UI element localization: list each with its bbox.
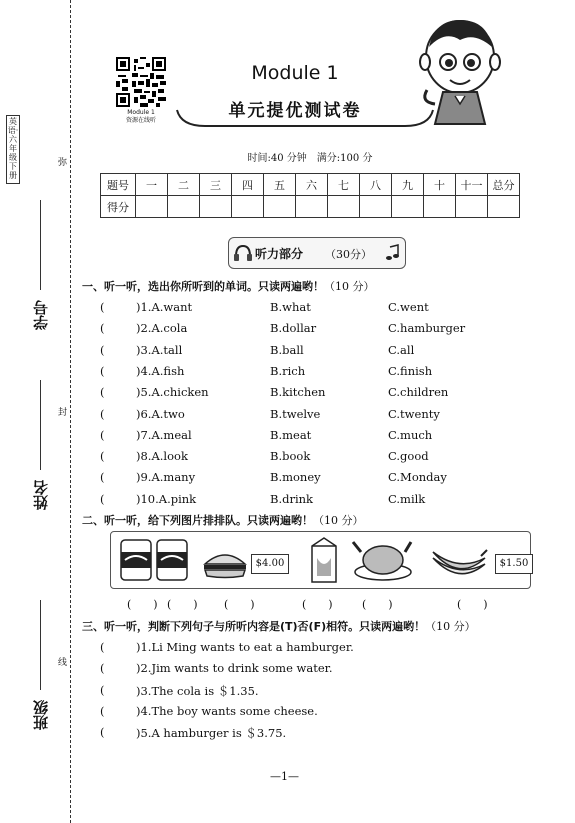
table-cell: 十 xyxy=(424,174,456,196)
time-score-info: 时间:40 分钟 满分:100 分 xyxy=(247,153,373,164)
price-tag: $1.50 xyxy=(495,554,533,574)
score-cell[interactable] xyxy=(264,196,296,218)
score-cell[interactable] xyxy=(488,196,520,218)
bananas-image xyxy=(429,542,489,582)
answer-paren[interactable]: ( xyxy=(100,385,105,400)
answer-paren[interactable]: ( xyxy=(100,682,105,697)
option-b: B.meat xyxy=(270,427,312,442)
question-row xyxy=(100,343,560,359)
option-c: C.all xyxy=(388,342,415,357)
option-a: )8.A.look xyxy=(136,449,188,464)
answer-bracket[interactable]: ( ) xyxy=(302,598,333,611)
qr-caption: Module 1 资源在线听 xyxy=(125,109,156,124)
table-cell: 一 xyxy=(136,174,168,196)
answer-paren[interactable]: ( xyxy=(100,449,105,464)
score-cell[interactable] xyxy=(456,196,488,218)
book-tag: 英语·六年级下册 xyxy=(6,115,20,184)
option-b: B.rich xyxy=(270,363,306,378)
answer-bracket[interactable]: ( ) xyxy=(362,598,393,611)
option-c: C.twenty xyxy=(388,406,440,421)
answer-paren[interactable]: ( xyxy=(100,321,105,336)
answer-paren[interactable]: ( xyxy=(100,725,105,740)
section2-heading: 二、听一听，给下列图片排排队。只读两遍哟！（10 分） xyxy=(82,514,364,527)
option-a: )7.A.meal xyxy=(136,427,192,442)
statement: )2.Jim wants to drink some water. xyxy=(136,661,333,676)
module-title: Module 1 xyxy=(251,62,339,84)
unit-title: 单元提优测试卷 xyxy=(228,101,362,121)
field-number-line xyxy=(40,200,41,290)
answer-paren[interactable]: ( xyxy=(100,491,105,506)
question-row xyxy=(100,321,560,337)
answer-bracket[interactable]: ( ) xyxy=(457,598,488,611)
answer-paren[interactable]: ( xyxy=(100,470,105,485)
option-b: B.ball xyxy=(270,342,304,357)
option-b: B.what xyxy=(270,300,311,314)
answer-paren[interactable]: ( xyxy=(100,661,105,676)
banner-title: 听力部分 xyxy=(255,247,304,261)
answer-paren[interactable]: ( xyxy=(100,363,105,378)
page-number: —1— xyxy=(270,770,299,783)
statement: )4.The boy wants some cheese. xyxy=(136,703,318,718)
option-b: B.money xyxy=(270,470,321,485)
milk-carton-image xyxy=(307,536,341,584)
qr-code xyxy=(116,57,166,107)
pictures-box xyxy=(110,531,531,589)
cut-line xyxy=(70,0,71,823)
answer-bracket[interactable]: ( ) xyxy=(127,598,158,611)
score-cell[interactable] xyxy=(392,196,424,218)
option-c: C.good xyxy=(388,449,429,464)
field-class-label: 班级 xyxy=(32,700,50,730)
price-tag: $4.00 xyxy=(251,554,289,574)
music-note-icon xyxy=(385,244,401,262)
question-row xyxy=(100,364,560,380)
table-cell: 得分 xyxy=(101,196,136,218)
statement: )3.The cola is ＄1.35. xyxy=(136,683,259,698)
question-row xyxy=(100,385,560,401)
answer-paren[interactable]: ( xyxy=(100,703,105,718)
option-b: B.book xyxy=(270,449,311,464)
cut-char: 封 xyxy=(58,408,68,418)
table-cell: 四 xyxy=(232,174,264,196)
option-b: B.kitchen xyxy=(270,385,326,400)
option-b: B.dollar xyxy=(270,321,317,336)
table-cell: 题号 xyxy=(101,174,136,196)
table-row xyxy=(101,174,520,196)
option-a: )1.A.want xyxy=(136,300,193,314)
option-c: C.hamburger xyxy=(388,321,466,336)
option-a: )2.A.cola xyxy=(136,321,188,336)
option-b: B.drink xyxy=(270,491,314,506)
score-cell[interactable] xyxy=(328,196,360,218)
question-row xyxy=(100,492,560,508)
listening-banner xyxy=(228,237,406,269)
table-cell: 十一 xyxy=(456,174,488,196)
question-row xyxy=(100,407,560,423)
score-cell[interactable] xyxy=(232,196,264,218)
section1-heading: 一、听一听，选出你所听到的单词。只读两遍哟！（10 分） xyxy=(82,280,375,293)
option-c: C.much xyxy=(388,427,433,442)
table-cell: 二 xyxy=(168,174,200,196)
field-class-line xyxy=(40,600,41,690)
answer-paren[interactable]: ( xyxy=(100,406,105,421)
table-cell: 总分 xyxy=(488,174,520,196)
title-underline xyxy=(175,108,435,128)
section3-heading: 三、听一听，判断下列句子与所听内容是(T)否(F)相符。只读两遍哟！（10 分） xyxy=(82,620,476,633)
score-cell[interactable] xyxy=(360,196,392,218)
question-row xyxy=(100,449,560,465)
table-cell: 六 xyxy=(296,174,328,196)
score-cell[interactable] xyxy=(168,196,200,218)
field-name-label: 姓名 xyxy=(32,480,50,510)
option-c: C.milk xyxy=(388,491,426,506)
option-c: C.Monday xyxy=(388,470,447,485)
hamburger-image xyxy=(201,550,249,580)
table-cell: 三 xyxy=(200,174,232,196)
option-a: )3.A.tall xyxy=(136,342,183,357)
question-row xyxy=(100,428,560,444)
option-a: )4.A.fish xyxy=(136,363,185,378)
field-name-line xyxy=(40,380,41,470)
table-cell: 七 xyxy=(328,174,360,196)
answer-bracket[interactable]: ( ) xyxy=(167,598,198,611)
statement: )5.A hamburger is ＄3.75. xyxy=(136,726,287,741)
field-number-label: 学号 xyxy=(32,300,50,330)
table-cell: 九 xyxy=(392,174,424,196)
table-cell: 五 xyxy=(264,174,296,196)
option-a: )5.A.chicken xyxy=(136,385,209,400)
score-table xyxy=(100,173,520,218)
table-row xyxy=(101,196,520,218)
answer-paren[interactable]: ( xyxy=(100,300,105,314)
cut-char: 弥 xyxy=(58,158,68,168)
answer-paren[interactable]: ( xyxy=(100,342,105,357)
table-cell: 八 xyxy=(360,174,392,196)
question-row xyxy=(100,300,560,316)
answer-bracket[interactable]: ( ) xyxy=(224,598,255,611)
option-c: C.finish xyxy=(388,363,433,378)
headphones-icon xyxy=(233,243,253,263)
option-a: )6.A.two xyxy=(136,406,185,421)
banner-points: （30分） xyxy=(325,248,372,261)
option-c: C.children xyxy=(388,385,449,400)
option-a: )10.A.pink xyxy=(136,491,197,506)
cut-char: 线 xyxy=(58,658,68,668)
statement: )1.Li Ming wants to eat a hamburger. xyxy=(136,640,354,654)
question-row xyxy=(100,470,560,486)
answer-paren[interactable]: ( xyxy=(100,427,105,442)
mascot-illustration xyxy=(415,12,505,127)
answer-paren[interactable]: ( xyxy=(100,640,105,654)
cola-cans-image xyxy=(119,538,191,582)
score-cell[interactable] xyxy=(200,196,232,218)
score-cell[interactable] xyxy=(296,196,328,218)
score-cell[interactable] xyxy=(424,196,456,218)
score-cell[interactable] xyxy=(136,196,168,218)
roast-chicken-image xyxy=(351,538,413,582)
option-c: C.went xyxy=(388,300,429,314)
option-b: B.twelve xyxy=(270,406,321,421)
option-a: )9.A.many xyxy=(136,470,196,485)
